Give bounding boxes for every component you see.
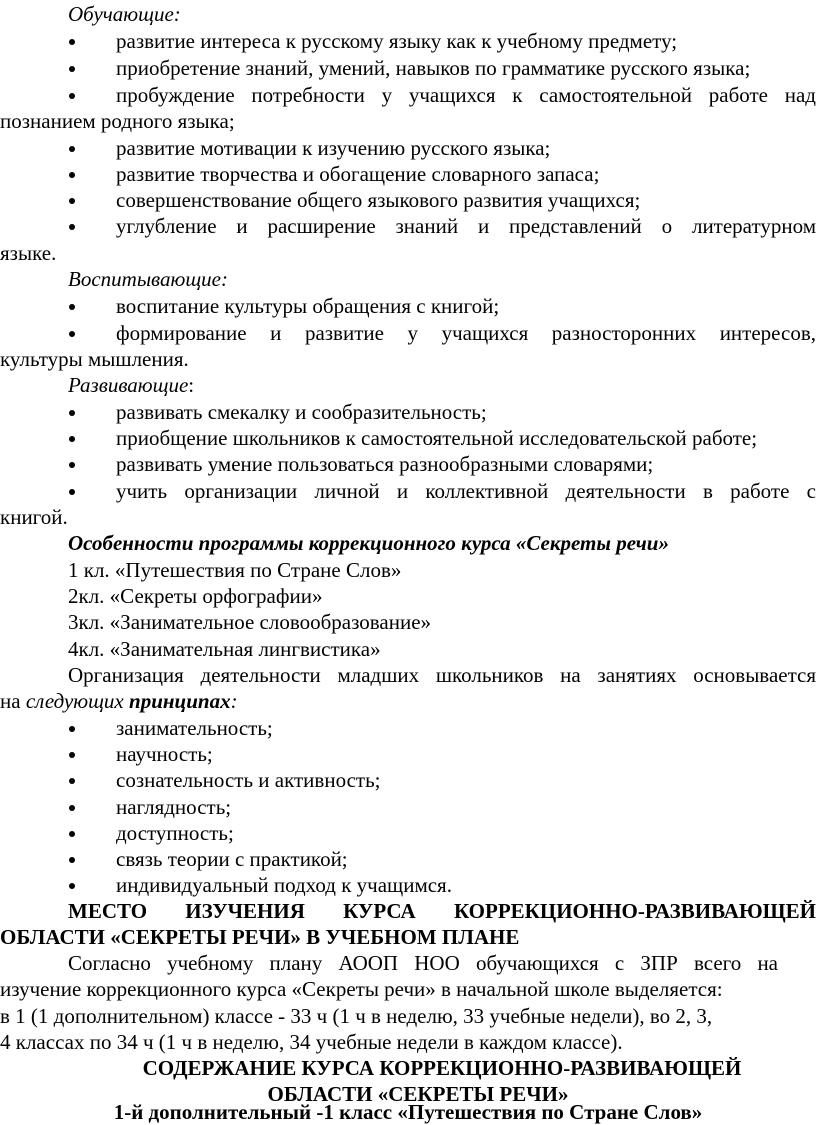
list-item: наглядность; bbox=[0, 794, 816, 820]
grade-item: 2кл. «Секреты орфографии» bbox=[68, 584, 323, 608]
paragraph-line: 4 классах по 34 ч (1 ч в неделю, 34 учебные недели в каждом классе). bbox=[0, 1030, 623, 1054]
bullet-icon bbox=[69, 831, 75, 837]
bullet-icon bbox=[69, 436, 75, 442]
bullet-icon bbox=[69, 146, 75, 152]
principles-intro-continuation: на следующих принципах: bbox=[0, 689, 238, 713]
list-item: развитие творчества и обогащение словарного запаса; bbox=[0, 161, 816, 187]
section-heading-place: МЕСТО ИЗУЧЕНИЯ КУРСА КОРРЕКЦИОННО-РАЗВИВАЮЩЕЙ bbox=[68, 899, 816, 923]
list-item: связь теории с практикой; bbox=[0, 846, 816, 872]
grade-item: 3кл. «Занимательное словообразование» bbox=[68, 610, 432, 634]
list-item-continuation: языке. bbox=[0, 241, 57, 265]
bullet-icon bbox=[69, 883, 75, 889]
bullet-icon bbox=[69, 66, 75, 72]
list-item-continuation: книгой. bbox=[0, 505, 68, 529]
list-item: приобщение школьников к самостоятельной исследовательской работе; bbox=[0, 425, 816, 451]
section-heading-features: Особенности программы коррекционного курса «Секреты речи» bbox=[68, 531, 669, 555]
list-item: совершенствование общего языкового развития учащихся; bbox=[0, 187, 816, 213]
bullet-icon bbox=[69, 489, 75, 495]
bullet-icon bbox=[69, 39, 75, 45]
list-item: развивать смекалку и сообразительность; bbox=[0, 399, 816, 425]
bullet-icon bbox=[69, 331, 75, 337]
bullet-icon bbox=[69, 857, 75, 863]
list-item: занимательность; bbox=[0, 715, 816, 741]
bullet-icon bbox=[69, 726, 75, 732]
bullet-icon bbox=[69, 198, 75, 204]
section-heading-content-continuation: ОБЛАСТИ «СЕКРЕТЫ РЕЧИ» bbox=[267, 1082, 569, 1106]
list-item: индивидуальный подход к учащимся. bbox=[0, 872, 816, 898]
bullet-icon bbox=[69, 462, 75, 468]
bullet-icon bbox=[69, 778, 75, 784]
paragraph-line: Согласно учебному плану АООП НОО обучающихся с ЗПР всего на bbox=[68, 951, 778, 975]
section-heading-teaching: Обучающие: bbox=[68, 2, 181, 26]
list-item: развитие мотивации к изучению русского языка; bbox=[0, 135, 816, 161]
grade-item: 4кл. «Занимательная лингвистика» bbox=[68, 637, 381, 661]
list-item: сознательность и активность; bbox=[0, 767, 816, 793]
section-heading-developing: Развивающие: bbox=[68, 373, 195, 397]
bullet-icon bbox=[69, 172, 75, 178]
bullet-icon bbox=[69, 410, 75, 416]
content-subheading: 1-й дополнительный -1 класс «Путешествия по Стране Слов» bbox=[113, 1100, 703, 1124]
section-heading-content: СОДЕРЖАНИЕ КУРСА КОРРЕКЦИОННО-РАЗВИВАЮЩЕЙ bbox=[142, 1056, 742, 1080]
paragraph-line: изучение коррекционного курса «Секреты речи» в начальной школе выделяется: bbox=[0, 977, 723, 1001]
paragraph-line: в 1 (1 дополнительном) классе - 33 ч (1 ч в неделю, 33 учебные недели), во 2, 3, bbox=[0, 1004, 713, 1028]
list-item-continuation: познанием родного языка; bbox=[0, 109, 235, 133]
section-heading-place-continuation: ОБЛАСТИ «СЕКРЕТЫ РЕЧИ» В УЧЕБНОМ ПЛАНЕ bbox=[0, 925, 520, 949]
grade-item: 1 кл. «Путешествия по Стране Слов» bbox=[68, 558, 402, 582]
list-item: научность; bbox=[0, 741, 816, 767]
bullet-icon bbox=[69, 224, 75, 230]
list-item: пробуждение потребности у учащихся к самостоятельной работе над bbox=[0, 82, 816, 108]
list-item: формирование и развитие у учащихся разносторонних интересов, bbox=[0, 320, 816, 346]
bullet-icon bbox=[69, 93, 75, 99]
bullet-icon bbox=[69, 805, 75, 811]
principles-intro: Организация деятельности младших школьников на занятиях основывается bbox=[68, 663, 816, 687]
list-item-continuation: культуры мышления. bbox=[0, 347, 189, 371]
list-item: углубление и расширение знаний и представлений о литературном bbox=[0, 213, 816, 239]
list-item: учить организации личной и коллективной деятельности в работе с bbox=[0, 478, 816, 504]
list-item: воспитание культуры обращения с книгой; bbox=[0, 293, 816, 319]
bullet-icon bbox=[69, 304, 75, 310]
list-item: доступность; bbox=[0, 820, 816, 846]
list-item: развивать умение пользоваться разнообразными словарями; bbox=[0, 451, 816, 477]
list-item: развитие интереса к русскому языку как к учебному предмету; bbox=[0, 28, 816, 54]
bullet-icon bbox=[69, 752, 75, 758]
list-item: приобретение знаний, умений, навыков по грамматике русского языка; bbox=[0, 55, 816, 81]
section-heading-upbringing: Воспитывающие: bbox=[68, 267, 228, 291]
